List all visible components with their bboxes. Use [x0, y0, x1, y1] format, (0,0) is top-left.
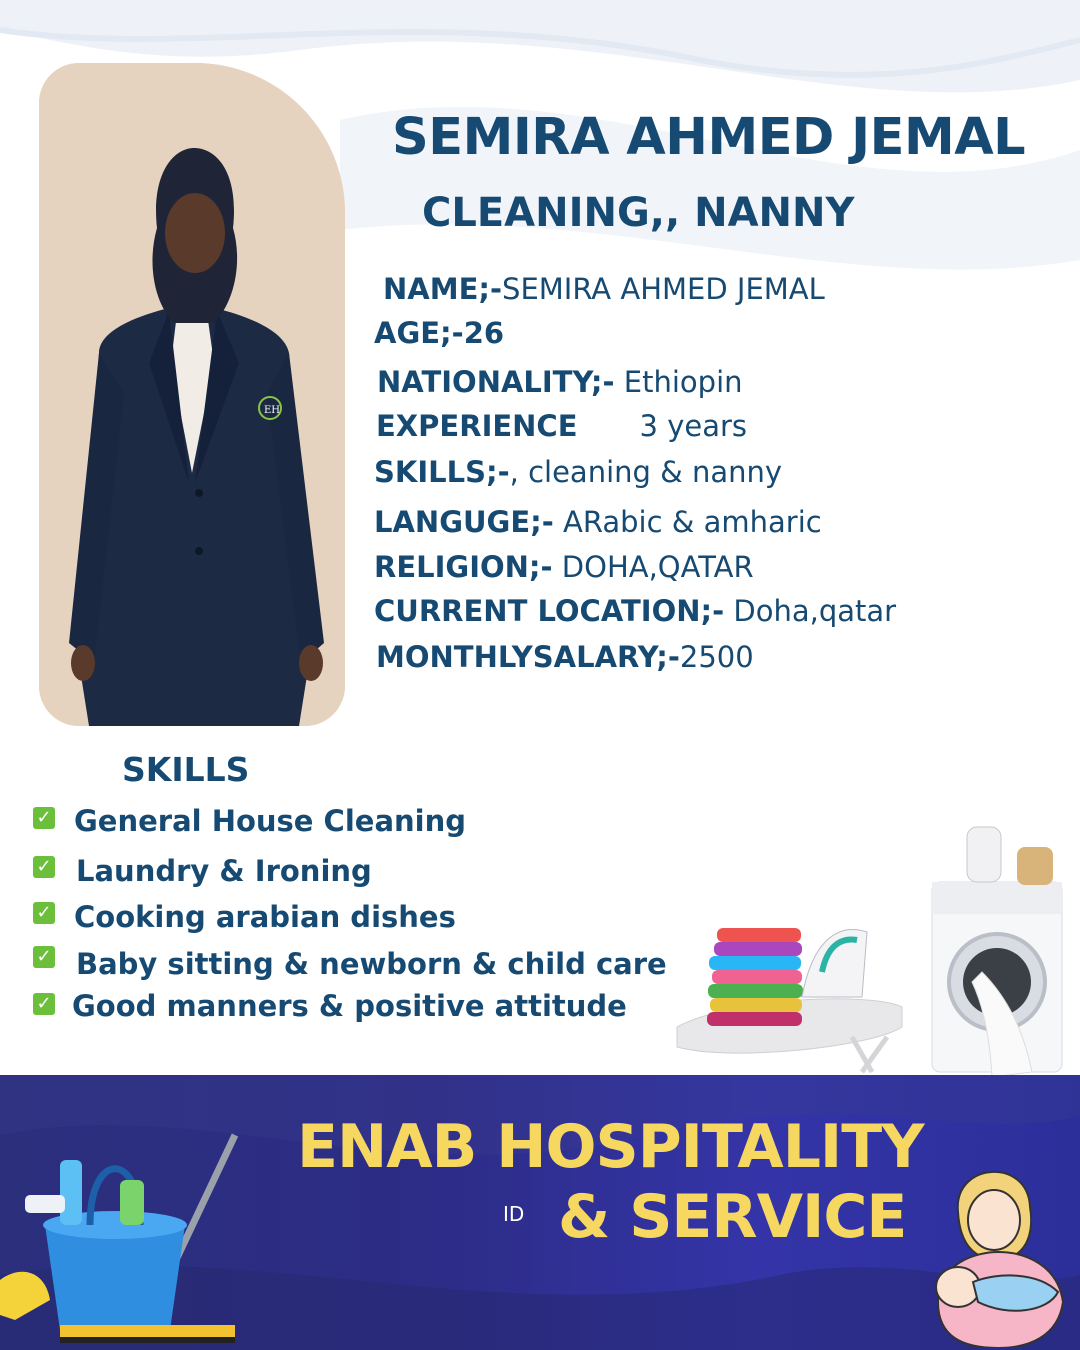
check-icon: ✓	[33, 902, 55, 924]
cleaning-bucket-icon	[0, 1130, 245, 1345]
detail-nationality: NATIONALITY;- Ethiopin	[377, 365, 743, 399]
check-icon: ✓	[33, 993, 55, 1015]
person-illustration	[39, 63, 345, 726]
detail-monthly-salary: MONTHLYSALARY;-2500	[376, 640, 754, 674]
svg-text:EH: EH	[264, 405, 281, 416]
check-icon: ✓	[33, 807, 55, 829]
detail-age: AGE;-26	[374, 316, 505, 350]
skill-item: Cooking arabian dishes	[74, 900, 456, 934]
skills-heading: SKILLS	[122, 750, 250, 789]
detail-religion: RELIGION;- DOHA,QATAR	[374, 550, 754, 584]
skill-item: General House Cleaning	[74, 804, 467, 838]
job-role: CLEANING,, NANNY	[422, 190, 855, 236]
skill-item: Laundry & Ironing	[76, 854, 372, 888]
brand-line-2: & SERVICE	[558, 1182, 907, 1252]
check-icon: ✓	[33, 856, 55, 878]
detail-skills: SKILLS;-, cleaning & nanny	[374, 455, 783, 489]
profile-photo	[39, 63, 345, 726]
brand-line-1: ENAB HOSPITALITY	[297, 1112, 924, 1182]
detail-experience: EXPERIENCE 3 years	[376, 409, 748, 443]
detail-language: LANGUGE;- ARabic & amharic	[374, 505, 822, 539]
detail-name: NAME;-SEMIRA AHMED JEMAL	[383, 272, 825, 306]
page-title: SEMIRA AHMED JEMAL	[392, 108, 1026, 167]
laundry-icon	[672, 822, 1080, 1080]
check-icon: ✓	[33, 946, 55, 968]
mother-baby-icon	[918, 1152, 1078, 1348]
skill-item: Baby sitting & newborn & child care	[76, 947, 667, 981]
skill-item: Good manners & positive attitude	[72, 989, 627, 1023]
id-label: ID	[503, 1202, 525, 1226]
detail-current-location: CURRENT LOCATION;- Doha,qatar	[374, 594, 897, 628]
